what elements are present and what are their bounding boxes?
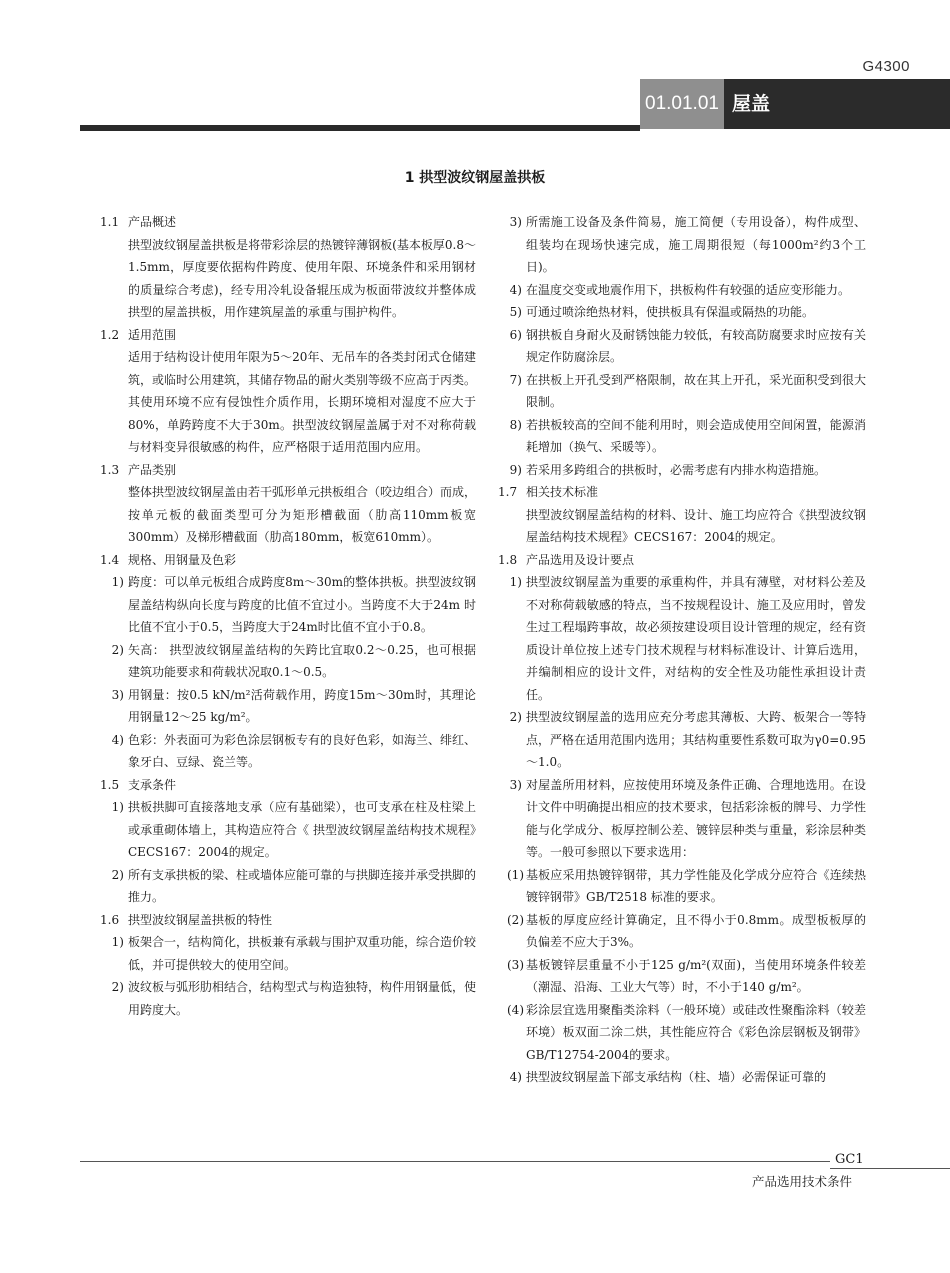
item-text: 产品概述 — [128, 215, 177, 229]
item-marker: 1.4 — [100, 552, 120, 567]
paragraph — [100, 481, 476, 549]
list-item — [100, 976, 476, 1021]
list-item — [498, 324, 866, 369]
section-heading — [100, 459, 476, 482]
list-item — [498, 369, 866, 414]
item-marker: 2) — [509, 710, 522, 724]
item-text: 基板镀锌层重量不小于125 g/m²(双面)，当使用环境条件较差（潮湿、沿海、工业大气等）时，不小于140 g/m²。 — [526, 957, 866, 994]
list-item — [100, 729, 476, 774]
item-text: 适用范围 — [128, 327, 177, 342]
footer-label: 产品选用技术条件 — [752, 1174, 853, 1189]
page-title: 1 拱型波纹钢屋盖拱板 — [404, 170, 546, 186]
item-marker: 3) — [509, 777, 522, 792]
item-marker: 1.8 — [498, 552, 518, 567]
item-text: 拱板拱脚可直接落地支承（应有基础梁），也可支承在柱及柱梁上或承重砌体墙上，其构造应符合《 拱型波纹钢屋盖结构技术规程》CECS167：2004的规定。 — [128, 800, 476, 859]
item-text: 产品选用及设计要点 — [526, 552, 635, 567]
list-item — [100, 571, 476, 639]
header-rule — [80, 125, 640, 131]
document-code: G4300 — [862, 58, 910, 75]
footer-code: GC1 — [835, 1152, 864, 1167]
item-marker: 2) — [111, 867, 124, 882]
item-text: 支承条件 — [128, 777, 177, 792]
item-marker: 1.1 — [100, 215, 120, 229]
item-text: 在温度交变或地震作用下，拱板构件有较强的适应变形能力。 — [526, 282, 851, 297]
right-column — [498, 211, 866, 1089]
paragraph — [100, 346, 476, 459]
item-text: 相关技术标准 — [526, 485, 599, 499]
item-marker: 1.7 — [498, 485, 518, 499]
item-marker: 1) — [111, 935, 124, 949]
item-marker: (1) — [507, 867, 524, 882]
list-item — [498, 774, 866, 864]
section-tab — [640, 79, 950, 129]
item-text: 钢拱板自身耐火及耐锈蚀能力较低，有较高防腐要求时应按有关规定作防腐涂层。 — [526, 327, 866, 364]
item-marker: 9) — [509, 462, 522, 477]
list-item — [100, 931, 476, 976]
list-item — [498, 571, 866, 706]
section-title: 屋盖 — [732, 93, 771, 115]
item-marker: 6) — [509, 327, 522, 342]
item-marker: 8) — [509, 417, 522, 432]
item-text: 若拱板较高的空间不能利用时，则会造成使用空间闲置，能源消耗增加（换气、采暖等）。 — [526, 417, 866, 454]
footer-code-rule — [830, 1168, 950, 1169]
list-item — [498, 864, 866, 909]
item-marker: 1.3 — [100, 462, 120, 477]
item-text: 所需施工设备及条件简易，施工简便（专用设备），构件成型、组装均在现场快速完成，施工周期很短（每1000m²约3个工日)。 — [526, 215, 866, 274]
section-heading — [100, 909, 476, 932]
item-marker: 1) — [111, 800, 124, 814]
section-heading — [100, 549, 476, 572]
item-text: 波纹板与弧形肋相结合，结构型式与构造独特，构件用钢量低，使用跨度大。 — [128, 980, 477, 1017]
item-text: 拱型波纹钢屋盖拱板的特性 — [128, 912, 273, 927]
list-item — [100, 864, 476, 909]
item-marker: 1.6 — [100, 912, 120, 927]
footer-rule — [80, 1161, 830, 1162]
item-text: 对屋盖所用材料，应按使用环境及条件正确、合理地选用。在设计文件中明确提出相应的技术要求，包括彩涂板的牌号、力学性能与化学成分、板厚控制公差、镀锌层种类与重量，彩涂层种类等。一般可参照以下要求选用： — [526, 777, 866, 859]
list-item — [100, 639, 476, 684]
list-item — [498, 211, 866, 279]
item-text: 拱型波纹钢屋盖为重要的承重构件，并具有薄壁，对材料公差及不对称荷载敏感的特点，当不按规程设计、施工及应用时，曾发生过工程塌跨事故，故必须按建设项目设计管理的规定，经有资质设计单位按上述专门技术规程与材料标准设计、计算后选用，并编制相应的设计文件，对结构的安全性及功能性承担设计责任。 — [526, 575, 866, 702]
item-marker: 5) — [509, 305, 522, 319]
paragraph — [498, 504, 866, 549]
list-item — [498, 414, 866, 459]
item-marker: 7) — [509, 372, 522, 387]
item-text: 拱型波纹钢屋盖下部支承结构（柱、墙）必需保证可靠的 — [526, 1070, 827, 1084]
list-item — [498, 279, 866, 302]
item-marker: (2) — [507, 912, 524, 927]
item-marker: 2) — [111, 642, 124, 657]
list-item — [498, 1066, 866, 1089]
item-marker: (4) — [507, 1002, 524, 1017]
item-text: 适用于结构设计使用年限为5～20年、无吊车的各类封闭式仓储建筑，或临时公用建筑，其储存物品的耐火类别等级不应高于丙类。其使用环境不应有侵蚀性介质作用，长期环境相对湿度不应大于80%，单跨跨度不大于30m。拱型波纹钢屋盖属于对不对称荷载与材料变异很敏感的构件，应严格限于适用范围内应用。 — [128, 350, 477, 454]
item-text: 整体拱型波纹钢屋盖由若干弧形单元拱板组合（咬边组合）而成，按单元板的截面类型可分为矩形槽截面（肋高110mm板宽300mm）及梯形槽截面（肋高180mm，板宽610mm）。 — [128, 485, 477, 544]
item-marker: 4) — [509, 282, 522, 297]
item-text: 色彩：外表面可为彩色涂层钢板专有的良好色彩，如海兰、绯红、 象牙白、豆绿、瓷兰等。 — [128, 732, 477, 769]
list-item — [498, 301, 866, 324]
item-text: 拱型波纹钢屋盖结构的材料、设计、施工均应符合《拱型波纹钢屋盖结构技术规程》CECS167：2004的规定。 — [526, 507, 866, 544]
item-marker: 4) — [111, 732, 124, 747]
list-item — [498, 999, 866, 1067]
section-heading — [498, 549, 866, 572]
item-text: 产品类别 — [128, 462, 177, 477]
item-marker: 1.2 — [100, 327, 120, 342]
item-marker: 3) — [111, 687, 124, 702]
item-marker: 3) — [509, 215, 522, 229]
item-text: 矢高： 拱型波纹钢屋盖结构的矢跨比宜取0.2～0.25，也可根据建筑功能要求和荷载状况取0.1～0.5。 — [128, 642, 476, 679]
item-text: 可通过喷涂绝热材料，使拱板具有保温或隔热的功能。 — [526, 305, 815, 319]
list-item — [498, 706, 866, 774]
item-text: 基板的厚度应经计算确定，且不得小于0.8mm。成型板板厚的负偏差不应大于3%。 — [526, 912, 866, 949]
item-text: 基板应采用热镀锌钢带，其力学性能及化学成分应符合《连续热镀锌钢带》GB/T2518 标准的要求。 — [526, 867, 866, 904]
item-text: 板架合一，结构简化，拱板兼有承载与围护双重功能，综合造价较低，并可提供较大的使用空间。 — [128, 935, 477, 972]
list-item — [100, 684, 476, 729]
section-heading — [498, 481, 866, 504]
list-item — [498, 459, 866, 482]
list-item — [498, 954, 866, 999]
list-item — [498, 909, 866, 954]
item-text: 用钢量：按0.5 kN/m²活荷载作用，跨度15m～30m时，其理论用钢量12～25 kg/m²。 — [128, 687, 476, 724]
item-text: 跨度：可以单元板组合成跨度8m～30m的整体拱板。拱型波纹钢屋盖结构纵向长度与跨度的比值不宜过小。当跨度不大于24m 时比值不宜小于0.5，当跨度大于24m时比值不宜小于0.8。 — [128, 575, 476, 634]
item-text: 彩涂层宜选用聚酯类涂料（一般环境）或硅改性聚酯涂料（较差环境）板双面二涂二烘，其性能应符合《彩色涂层钢板及钢带》GB/T12754-2004的要求。 — [526, 1002, 866, 1062]
item-text: 拱型波纹钢屋盖拱板是将带彩涂层的热镀锌薄钢板(基本板厚0.8～1.5mm，厚度要依据构件跨度、使用年限、环境条件和采用钢材的质量综合考虑)，经专用冷轧设备辊压成为板面带波纹并整体成拱型的屋盖拱板，用作建筑屋盖的承重与围护构件。 — [128, 237, 476, 319]
item-marker: 1) — [111, 575, 124, 589]
item-marker: (3) — [507, 957, 524, 972]
item-text: 在拱板上开孔受到严格限制，故在其上开孔，采光面积受到很大限制。 — [526, 372, 866, 409]
section-number: 01.01.01 — [640, 79, 724, 129]
left-column — [100, 211, 476, 1021]
item-text: 规格、用钢量及色彩 — [128, 552, 237, 567]
item-text: 若采用多跨组合的拱板时，必需考虑有内排水构造措施。 — [526, 462, 827, 477]
section-heading — [100, 774, 476, 797]
item-marker: 1.5 — [100, 777, 120, 792]
item-marker: 2) — [111, 980, 124, 994]
item-text: 所有支承拱板的梁、柱或墙体应能可靠的与拱脚连接并承受拱脚的推力。 — [128, 867, 477, 904]
item-marker: 4) — [509, 1070, 522, 1084]
section-heading — [100, 324, 476, 347]
paragraph — [100, 234, 476, 324]
list-item — [100, 796, 476, 864]
item-marker: 1) — [509, 575, 522, 589]
section-heading — [100, 211, 476, 234]
item-text: 拱型波纹钢屋盖的选用应充分考虑其薄板、大跨、板架合一等特点，严格在适用范围内选用；其结构重要性系数可取为γ0=0.95～1.0。 — [526, 710, 866, 769]
